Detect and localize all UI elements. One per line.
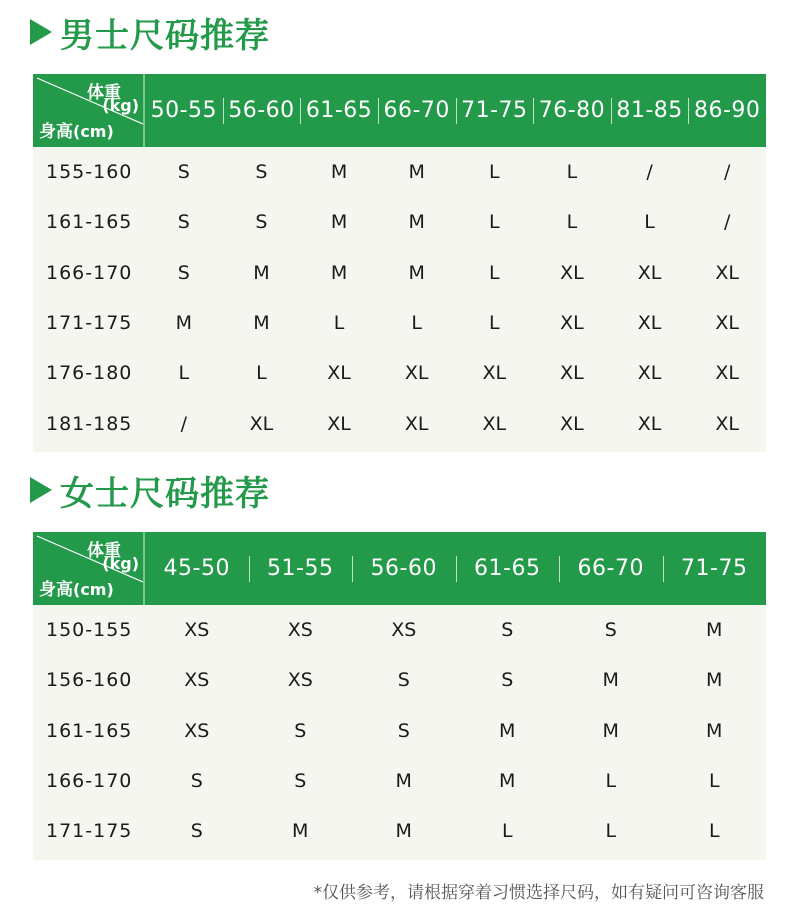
size-cell: M <box>330 261 348 284</box>
weight-label: 体重 <box>87 541 121 561</box>
size-cell: L <box>708 820 720 843</box>
men-size-table <box>33 74 766 452</box>
size-cell: XL <box>637 362 662 385</box>
table-row <box>33 706 766 756</box>
size-cell: L <box>605 820 617 843</box>
size-cell: XL <box>715 412 739 435</box>
size-cell: XL <box>249 412 274 435</box>
play-triangle-icon <box>30 19 52 45</box>
weight-column-header: 50-55 <box>150 98 218 123</box>
height-range-label: 156-160 <box>46 669 133 692</box>
size-cell: M <box>408 261 425 284</box>
table-row <box>33 248 766 298</box>
size-cell: XL <box>715 312 739 335</box>
height-label: 身高(cm) <box>39 122 114 142</box>
size-cell: S <box>501 669 514 692</box>
weight-column-header: 56-60 <box>223 98 301 123</box>
size-cell: L <box>566 161 578 184</box>
size-cell: XL <box>715 362 739 385</box>
height-range-label: 161-165 <box>46 211 133 234</box>
size-cell: S <box>255 161 268 184</box>
weight-unit-label: (kg) <box>102 554 139 573</box>
disclaimer-note: *仅供参考，请根据穿着习惯选择尺码，如有疑问可咨询客服 <box>313 883 764 903</box>
size-cell: XL <box>327 362 351 385</box>
size-cell: S <box>604 619 617 642</box>
size-cell: M <box>253 261 270 284</box>
size-cell: L <box>605 770 617 793</box>
size-cell: M <box>408 211 425 234</box>
women-weight-columns <box>145 532 766 605</box>
size-cell: S <box>190 770 203 793</box>
size-cell: XL <box>637 261 662 284</box>
size-cell: M <box>706 619 723 642</box>
women-size-table <box>33 532 766 860</box>
women-section-title <box>30 467 270 513</box>
men-table-body <box>33 147 766 449</box>
women-table-header <box>33 532 766 605</box>
weight-label: 体重 <box>87 83 121 103</box>
size-cell: L <box>178 362 190 385</box>
height-range-label: 166-170 <box>46 770 133 793</box>
table-row <box>33 147 766 197</box>
size-cell: XS <box>184 619 210 642</box>
height-range-label: 166-170 <box>46 261 133 284</box>
size-cell: L <box>644 211 655 234</box>
weight-column-header: 61-65 <box>300 98 378 123</box>
table-row <box>33 398 766 448</box>
size-cell: XS <box>287 619 313 642</box>
size-cell: XL <box>560 312 584 335</box>
size-cell: XL <box>637 412 662 435</box>
size-cell: S <box>177 211 190 234</box>
height-label: 身高(cm) <box>39 580 114 600</box>
size-cell: M <box>602 669 619 692</box>
size-cell: S <box>501 619 514 642</box>
weight-column-header: 51-55 <box>249 556 353 581</box>
table-row <box>33 197 766 247</box>
weight-column-header: 71-75 <box>663 556 767 581</box>
size-cell: / <box>723 161 731 184</box>
size-cell: XL <box>715 261 739 284</box>
size-cell: M <box>395 770 412 793</box>
size-cell: M <box>706 669 723 692</box>
size-cell: XS <box>184 719 210 742</box>
size-cell: S <box>255 211 268 234</box>
weight-column-header: 76-80 <box>533 98 611 123</box>
height-range-label: 161-165 <box>46 719 133 742</box>
size-cell: M <box>602 719 619 742</box>
size-cell: M <box>706 719 723 742</box>
size-cell: XS <box>184 669 210 692</box>
size-cell: S <box>397 719 410 742</box>
table-row <box>33 756 766 806</box>
size-cell: XL <box>560 362 584 385</box>
table-row <box>33 348 766 398</box>
men-header-corner <box>33 74 145 147</box>
table-row <box>33 605 766 655</box>
size-cell: XS <box>391 619 417 642</box>
height-range-label: 171-175 <box>46 820 133 843</box>
size-cell: M <box>292 820 309 843</box>
men-section-title <box>30 9 270 55</box>
weight-column-header: 45-50 <box>163 556 230 581</box>
size-cell: L <box>489 161 500 184</box>
table-row <box>33 806 766 856</box>
size-cell: XL <box>482 412 507 435</box>
size-cell: S <box>177 261 190 284</box>
size-cell: XL <box>560 261 584 284</box>
height-range-label: 176-180 <box>46 362 133 385</box>
table-row <box>33 298 766 348</box>
women-title-text: 女士尺码推荐 <box>60 473 270 514</box>
size-cell: XS <box>287 669 313 692</box>
size-cell: M <box>499 770 516 793</box>
size-cell: XL <box>482 362 507 385</box>
men-table-header <box>33 74 766 147</box>
size-cell: M <box>175 312 193 335</box>
size-cell: S <box>397 669 410 692</box>
size-cell: XL <box>560 412 584 435</box>
size-cell: M <box>253 312 270 335</box>
play-triangle-icon <box>30 477 52 503</box>
height-range-label: 171-175 <box>46 312 133 335</box>
height-range-label: 181-185 <box>46 412 133 435</box>
size-cell: S <box>294 770 307 793</box>
size-cell: XL <box>637 312 662 335</box>
size-cell: M <box>330 161 348 184</box>
size-cell: M <box>408 161 425 184</box>
size-cell: S <box>190 820 203 843</box>
men-weight-columns <box>145 74 766 147</box>
women-header-corner <box>33 532 145 605</box>
height-range-label: 155-160 <box>46 161 133 184</box>
weight-column-header: 56-60 <box>352 556 456 581</box>
weight-column-header: 66-70 <box>378 98 456 123</box>
women-table-body <box>33 605 766 856</box>
size-cell: M <box>395 820 412 843</box>
weight-column-header: 71-75 <box>456 98 534 123</box>
size-cell: L <box>411 312 422 335</box>
weight-column-header: 86-90 <box>688 98 766 123</box>
size-cell: L <box>501 820 513 843</box>
size-cell: L <box>333 312 345 335</box>
size-cell: S <box>177 161 190 184</box>
size-cell: L <box>566 211 578 234</box>
size-cell: L <box>489 211 500 234</box>
size-cell: L <box>489 312 500 335</box>
size-cell: M <box>499 719 516 742</box>
size-cell: XL <box>327 412 351 435</box>
size-cell: M <box>330 211 348 234</box>
table-row <box>33 655 766 705</box>
men-title-text: 男士尺码推荐 <box>60 15 270 56</box>
size-cell: / <box>723 211 731 234</box>
weight-column-header: 66-70 <box>559 556 663 581</box>
size-cell: / <box>646 161 653 184</box>
size-cell: L <box>256 362 267 385</box>
height-range-label: 150-155 <box>46 619 133 642</box>
size-cell: XL <box>404 362 429 385</box>
size-cell: L <box>489 261 500 284</box>
weight-column-header: 81-85 <box>611 98 689 123</box>
weight-unit-label: (kg) <box>102 96 139 115</box>
size-cell: S <box>294 719 307 742</box>
size-cell: / <box>180 412 188 435</box>
size-cell: L <box>708 770 720 793</box>
weight-column-header: 61-65 <box>456 556 560 581</box>
size-cell: XL <box>404 412 429 435</box>
